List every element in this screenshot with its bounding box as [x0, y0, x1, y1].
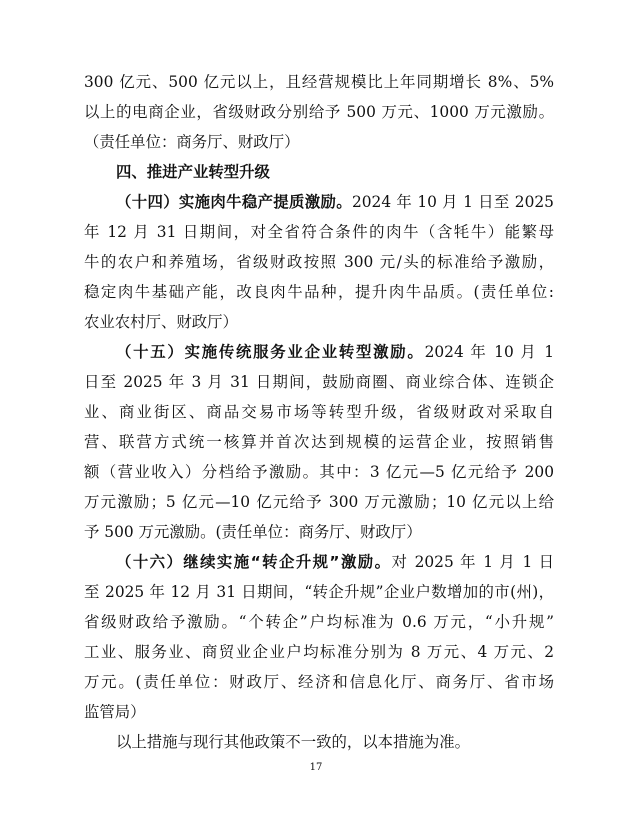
text-line: 至 2025 年 12 月 31 日期间，“转企升规”企业户数增加的市(州)，: [84, 583, 554, 601]
text-line: 工业、服务业、商贸业企业户均标准分别为 8 万元、4 万元、2: [84, 643, 554, 661]
text-line: 营、联营方式统一核算并首次达到规模的运营企业，按照销售: [84, 433, 554, 451]
text-line: 予 500 万元激励。(责任单位：商务厅、财政厅）: [84, 523, 422, 541]
text-line: 万元激励；5 亿元—10 亿元给予 300 万元激励；10 亿元以上给: [84, 493, 554, 511]
text-line: 监管局）: [84, 703, 146, 721]
text-line: 日至 2025 年 3 月 31 日期间，鼓励商圈、商业综合体、连锁企: [84, 373, 554, 391]
item-16-text: 对 2025 年 1 月 1 日: [391, 553, 554, 571]
item-14-first-line: [116, 190, 554, 214]
section-heading: 四、推进产业转型升级: [116, 163, 270, 181]
text-line: 以上的电商企业，省级财政分别给予 500 万元、1000 万元激励。: [84, 103, 554, 121]
item-15-text: 2024 年 10 月 1: [424, 343, 554, 361]
text-line: 牛的农户和养殖场，省级财政按照 300 元/头的标准给予激励，: [84, 253, 554, 271]
text-line: （责任单位：商务厅、财政厅）: [84, 133, 300, 151]
text-line: 省级财政给予激励。“个转企”户均标准为 0.6 万元，“小升规”: [84, 613, 554, 631]
text-line: 额（营业收入）分档给予激励。其中：3 亿元—5 亿元给予 200: [84, 463, 554, 481]
text-line: 300 亿元、500 亿元以上，且经营规模比上年同期增长 8%、5%: [84, 73, 554, 91]
text-line: 稳定肉牛基础产能，改良肉牛品种，提升肉牛品质。(责任单位:: [84, 283, 554, 301]
item-16-title: （十六）继续实施“转企升规”激励。: [116, 553, 392, 571]
text-line: 年 12 月 31 日期间，对全省符合条件的肉牛（含牦牛）能繁母: [84, 223, 554, 241]
item-14-title: （十四）实施肉牛稳产提质激励。: [116, 193, 352, 211]
item-15-first-line: [116, 340, 554, 364]
text-line: 农业农村厅、财政厅）: [84, 313, 238, 331]
item-14-text: 2024 年 10 月 1 日至 2025: [351, 193, 554, 211]
text-line: 业、商业街区、商品交易市场等转型升级，省级财政对采取自: [84, 403, 554, 421]
text-line: 万元。(责任单位：财政厅、经济和信息化厅、商务厅、省市场: [84, 673, 554, 691]
item-15-title: （十五）实施传统服务业企业转型激励。: [116, 343, 425, 361]
item-16-first-line: [116, 550, 554, 574]
page-number: 17: [309, 762, 323, 773]
closing-statement: 以上措施与现行其他政策不一致的，以本措施为准。: [116, 733, 470, 751]
